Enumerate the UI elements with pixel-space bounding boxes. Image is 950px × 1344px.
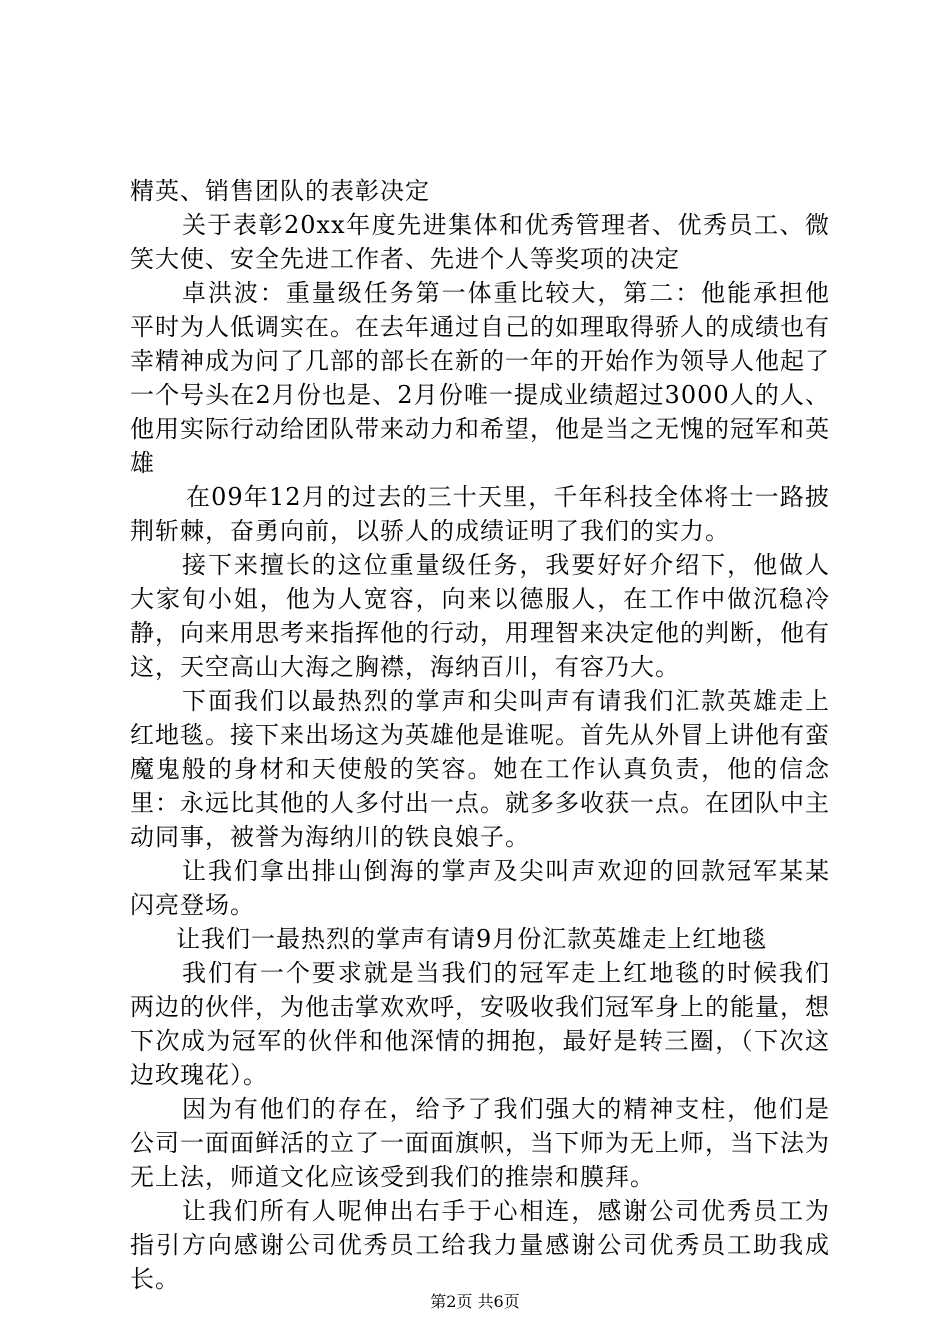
heading-line: 精英、销售团队的表彰决定 — [130, 177, 430, 205]
paragraph-spiritual-support: 因为有他们的存在，给予了我们强大的精神支柱，他们是公司一面面鲜活的立了一面面旗帜，当下师为无上师，当下法为无上法，师道文化应该受到我们的推崇和膜拜。 — [130, 1095, 830, 1191]
paragraph-december: 在09年12月的过去的三十天里，千年科技全体将士一路披荆斩棘，奋勇向前，以骄人的成绩证明了我们的实力。 — [130, 483, 830, 545]
paragraph-award-decision: 关于表彰20xx年度先进集体和优秀管理者、优秀员工、微笑大使、安全先进工作者、先进个人等奖项的决定 — [130, 211, 830, 273]
paragraph-introduction: 接下来擅长的这位重量级任务，我要好好介绍下，他做人大家旬小姐，他为人宽容，向来以德服人，在工作中做沉稳冷静，向来用思考来指挥他的行动，用理智来决定他的判断，他有这，天空高山大海之胸襟，海纳百川，有容乃大。 — [130, 551, 830, 681]
paragraph-red-carpet: 下面我们以最热烈的掌声和尖叫声有请我们汇款英雄走上红地毯。接下来出场这为英雄他是谁呢。首先从外冒上讲他有蛮魔鬼般的身材和天使般的笑容。她在工作认真负责，他的信念里：永远比其他的人多付出一点。就多多收获一点。在团队中主动同事，被誉为海纳川的铁良娘子。 — [130, 687, 830, 851]
paragraph-request: 我们有一个要求就是当我们的冠军走上红地毯的时候我们两边的伙伴，为他击掌欢欢呼，安吸收我们冠军身上的能量，想下次成为冠军的伙伴和他深情的拥抱，最好是转三圈，（下次这边玫瑰花）。 — [130, 959, 830, 1089]
paragraph-september-hero: 让我们一最热烈的掌声有请9月份汇款英雄走上红地毯 — [176, 925, 768, 953]
paragraph-champion-entrance: 让我们拿出排山倒海的掌声及尖叫声欢迎的回款冠军某某闪亮登场。 — [130, 857, 830, 919]
paragraph-zhuo-hongbo: 卓洪波：重量级任务第一体重比较大，第二：他能承担他平时为人低调实在。在去年通过自己的如理取得骄人的成绩也有幸精神成为问了几部的部长在新的一年的开始作为领导人他起了一个号头在2月份也是、2月份唯一提成业绩超过3000人的人、他用实际行动给团队带来动力和希望，他是当之无愧的冠军和英雄 — [130, 279, 830, 477]
paragraph-thanks: 让我们所有人呢伸出右手于心相连，感谢公司优秀员工为指引方向感谢公司优秀员工给我力量感谢公司优秀员工助我成长。 — [130, 1197, 830, 1293]
document-body — [130, 174, 830, 1296]
page-number: 第2页 共6页 — [430, 1292, 520, 1311]
